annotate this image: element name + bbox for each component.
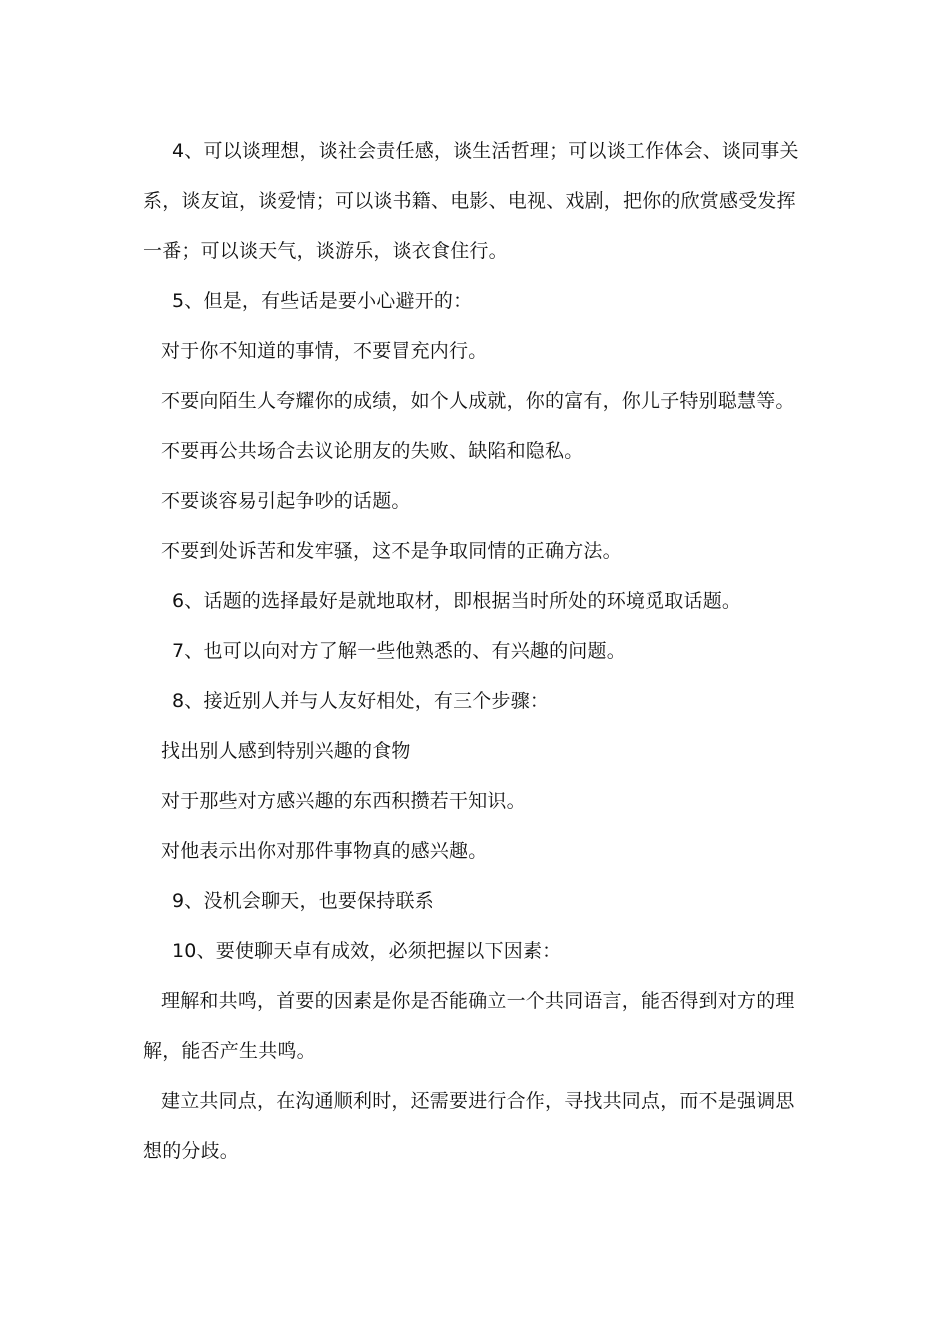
paragraph-item-5: 5、但是，有些话是要小心避开的： (172, 290, 473, 312)
paragraph-subitem: 建立共同点，在沟通顺利时，还需要进行合作，寻找共同点，而不是强调思想的分歧。 (143, 1090, 795, 1162)
paragraph-subitem: 理解和共鸣，首要的因素是你是否能确立一个共同语言，能否得到对方的理解，能否产生共鸣。 (143, 990, 795, 1062)
paragraph-subitem: 不要向陌生人夸耀你的成绩，如个人成就，你的富有，你儿子特别聪慧等。 (161, 390, 795, 412)
paragraph-item-8: 8、接近别人并与人友好相处，有三个步骤： (172, 690, 550, 712)
document-page (143, 126, 803, 1176)
paragraph-subitem: 对于你不知道的事情，不要冒充内行。 (161, 340, 488, 362)
paragraph-item-4: 4、可以谈理想，谈社会责任感，谈生活哲理；可以谈工作体会、谈同事关系，谈友谊，谈爱情；可以谈书籍、电影、电视、戏剧，把你的欣赏感受发挥一番；可以谈天气，谈游乐，谈衣食住行。 (143, 140, 799, 262)
paragraph-subitem: 对他表示出你对那件事物真的感兴趣。 (161, 840, 488, 862)
paragraph-item-7: 7、也可以向对方了解一些他熟悉的、有兴趣的问题。 (172, 640, 626, 662)
paragraph-subitem: 不要到处诉苦和发牢骚，这不是争取同情的正确方法。 (161, 540, 622, 562)
paragraph-item-6: 6、话题的选择最好是就地取材，即根据当时所处的环境觅取话题。 (172, 590, 742, 612)
paragraph-item-9: 9、没机会聊天，也要保持联系 (172, 890, 434, 912)
paragraph-subitem: 对于那些对方感兴趣的东西积攒若干知识。 (161, 790, 526, 812)
paragraph-subitem: 找出别人感到特别兴趣的食物 (161, 740, 411, 762)
paragraph-subitem: 不要谈容易引起争吵的话题。 (161, 490, 411, 512)
paragraph-subitem: 不要再公共场合去议论朋友的失败、缺陷和隐私。 (161, 440, 584, 462)
paragraph-item-10: 10、要使聊天卓有成效，必须把握以下因素： (172, 940, 562, 962)
